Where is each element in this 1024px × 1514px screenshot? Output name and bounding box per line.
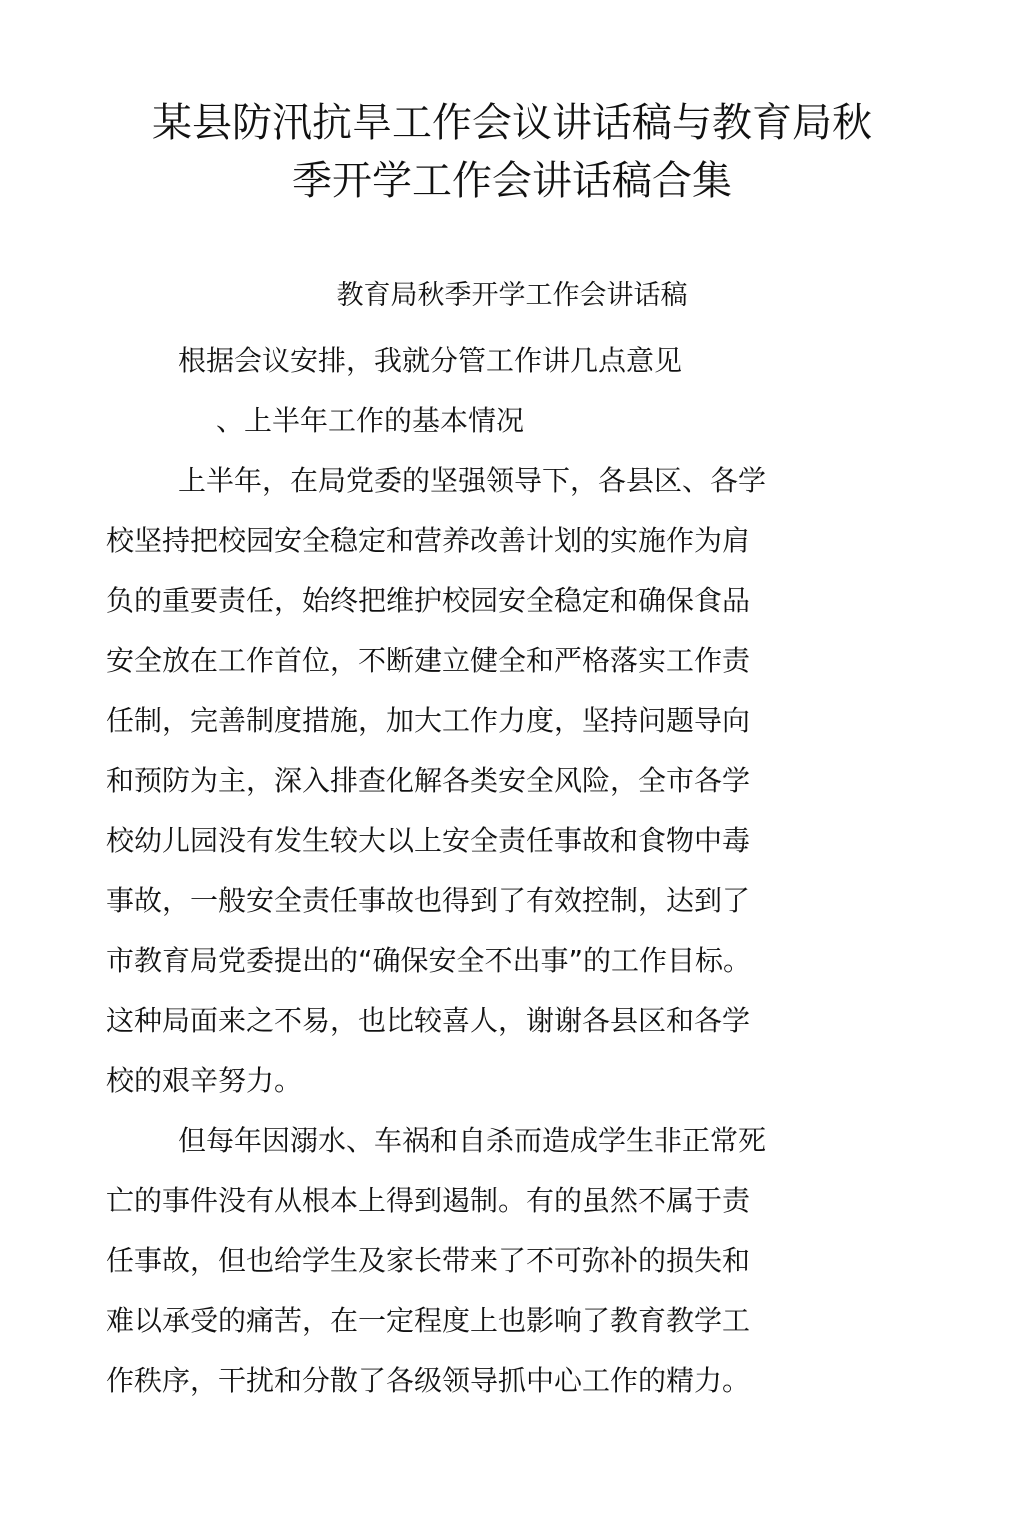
paragraph-1-line: 任制，完善制度措施，加大工作力度，坚持问题导向 [106, 704, 751, 737]
paragraph-1-line: 上半年，在局党委的坚强领导下，各县区、各学 [178, 464, 767, 497]
document-title-line-1: 某县防汛抗旱工作会议讲话稿与教育局秋 [152, 100, 872, 146]
paragraph-2-line: 但每年因溺水、车祸和自杀而造成学生非正常死 [178, 1124, 767, 1157]
paragraph-1-line: 校幼儿园没有发生较大以上安全责任事故和食物中毒 [106, 824, 751, 857]
paragraph-1-line: 这种局面来之不易，也比较喜人，谢谢各县区和各学 [106, 1004, 751, 1037]
paragraph-1-line: 市教育局党委提出的“确保安全不出事”的工作目标。 [106, 944, 752, 977]
paragraph-1-line: 安全放在工作首位，不断建立健全和严格落实工作责 [106, 644, 751, 677]
paragraph-1-line: 负的重要责任，始终把维护校园安全稳定和确保食品 [106, 584, 751, 617]
document-title-line-2: 季开学工作会讲话稿合集 [292, 158, 732, 204]
paragraph-1-line: 和预防为主，深入排查化解各类安全风险，全市各学 [106, 764, 751, 797]
paragraph-1-line: 校的艰辛努力。 [106, 1064, 303, 1097]
paragraph-2-line: 任事故，但也给学生及家长带来了不可弥补的损失和 [106, 1244, 751, 1277]
paragraph-2-line: 亡的事件没有从根本上得到遏制。有的虽然不属于责 [106, 1184, 751, 1217]
document-title [100, 94, 924, 210]
paragraph-1-line: 校坚持把校园安全稳定和营养改善计划的实施作为肩 [106, 524, 751, 557]
paragraph-2-line: 难以承受的痛苦，在一定程度上也影响了教育教学工 [106, 1304, 751, 1337]
heading-1: 、上半年工作的基本情况 [216, 404, 525, 437]
intro-line: 根据会议安排，我就分管工作讲几点意见 [178, 344, 683, 377]
paragraph-2-line: 作秩序，干扰和分散了各级领导抓中心工作的精力。 [106, 1364, 751, 1397]
section-title: 教育局秋季开学工作会讲话稿 [336, 280, 688, 311]
paragraph-1-line: 事故，一般安全责任事故也得到了有效控制，达到了 [106, 884, 751, 917]
